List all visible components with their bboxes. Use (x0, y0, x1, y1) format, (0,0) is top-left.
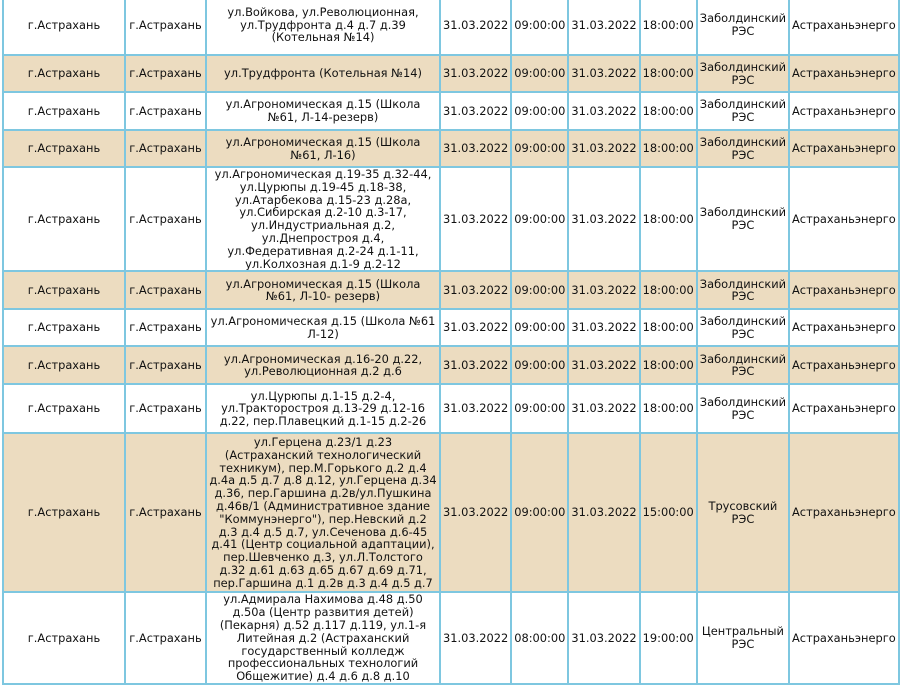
address-cell: ул.Цурюпы д.1-15 д.2-4, ул.Тракторостроя д.13-29 д.12-16 д.22, пер.Плавецкий д.1-15 д.2-26 (207, 385, 439, 432)
outage-schedule-table (2, 0, 900, 685)
start-date-cell: 31.03.2022 (441, 385, 510, 432)
start-date-cell: 31.03.2022 (441, 168, 510, 270)
address-cell: ул.Агрономическая д.15 (Школа №61, Л-10- резерв) (207, 272, 439, 308)
table-row (4, 385, 898, 432)
table-row (4, 0, 898, 54)
company-cell: Астраханьэнерго (790, 310, 898, 345)
end-date-cell: 31.03.2022 (569, 310, 638, 345)
start-time-cell: 09:00:00 (512, 56, 567, 91)
company-cell: Астраханьэнерго (790, 272, 898, 308)
address-cell: ул.Агрономическая д.19-35 д.32-44, ул.Цурюпы д.19-45 д.18-38, ул.Атарбекова д.15-23 д.28а, ул.Сибирская д.2-10 д.3-17, ул.Индустриальная д.2, ул.Днепростроя д.4, ул.Федеративная д.2-24 д.1-11, ул.Колхозная д.1-9 д.2-12 (207, 168, 439, 270)
start-date-cell: 31.03.2022 (441, 272, 510, 308)
start-date-cell: 31.03.2022 (441, 131, 510, 166)
region-cell: г.Астрахань (4, 131, 124, 166)
company-cell: Астраханьэнерго (790, 434, 898, 591)
region-cell: г.Астрахань (4, 434, 124, 591)
res-cell: Заболдинский РЭС (698, 0, 788, 54)
end-time-cell: 18:00:00 (641, 385, 696, 432)
company-cell: Астраханьэнерго (790, 385, 898, 432)
res-cell: Центральный РЭС (698, 593, 788, 683)
end-date-cell: 31.03.2022 (569, 93, 638, 129)
res-cell: Заболдинский РЭС (698, 168, 788, 270)
end-date-cell: 31.03.2022 (569, 0, 638, 54)
city-cell: г.Астрахань (126, 131, 205, 166)
start-date-cell: 31.03.2022 (441, 593, 510, 683)
company-cell: Астраханьэнерго (790, 0, 898, 54)
address-cell: ул.Агрономическая д.15 (Школа №61, Л-16) (207, 131, 439, 166)
res-cell: Заболдинский РЭС (698, 385, 788, 432)
start-date-cell: 31.03.2022 (441, 56, 510, 91)
region-cell: г.Астрахань (4, 593, 124, 683)
end-date-cell: 31.03.2022 (569, 168, 638, 270)
region-cell: г.Астрахань (4, 56, 124, 91)
city-cell: г.Астрахань (126, 385, 205, 432)
address-cell: ул.Трудфронта (Котельная №14) (207, 56, 439, 91)
end-time-cell: 18:00:00 (641, 310, 696, 345)
address-cell: ул.Адмирала Нахимова д.48 д.50 д.50а (Центр развития детей) (Пекарня) д.52 д.117 д.119, ул.1-я Литейная д.2 (Астраханский государственный колледж профессиональных технологий Общежитие) д.4 д.6 д.8 д.10 (207, 593, 439, 683)
end-date-cell: 31.03.2022 (569, 56, 638, 91)
start-time-cell: 09:00:00 (512, 0, 567, 54)
table-row (4, 347, 898, 383)
region-cell: г.Астрахань (4, 0, 124, 54)
end-time-cell: 18:00:00 (641, 0, 696, 54)
end-date-cell: 31.03.2022 (569, 272, 638, 308)
end-time-cell: 18:00:00 (641, 168, 696, 270)
city-cell: г.Астрахань (126, 168, 205, 270)
end-time-cell: 19:00:00 (641, 593, 696, 683)
start-date-cell: 31.03.2022 (441, 310, 510, 345)
address-cell: ул.Герцена д.23/1 д.23 (Астраханский технологический техникум), пер.М.Горького д.2 д.4 д.4а д.5 д.7 д.8 д.12, ул.Герцена д.34 д.36, пер.Гаршина д.2в/ул.Пушкина д.46в/1 (Административное здание "Коммунэнерго"), пер.Невский д.2 д.3 д.4 д.5 д.7, ул.Сеченова д.6-45 д.41 (Центр социальной адаптации), пер.Шевченко д.3, ул.Л.Толстого д.32 д.61 д.63 д.65 д.67 д.69 д.71, пер.Гаршина д.1 д.2в д.3 д.4 д.5 д.7 (207, 434, 439, 591)
res-cell: Заболдинский РЭС (698, 310, 788, 345)
city-cell: г.Астрахань (126, 434, 205, 591)
company-cell: Астраханьэнерго (790, 93, 898, 129)
city-cell: г.Астрахань (126, 0, 205, 54)
start-time-cell: 09:00:00 (512, 131, 567, 166)
table-row (4, 131, 898, 166)
table-row (4, 310, 898, 345)
start-time-cell: 09:00:00 (512, 385, 567, 432)
res-cell: Заболдинский РЭС (698, 347, 788, 383)
region-cell: г.Астрахань (4, 347, 124, 383)
start-time-cell: 09:00:00 (512, 310, 567, 345)
res-cell: Заболдинский РЭС (698, 56, 788, 91)
city-cell: г.Астрахань (126, 56, 205, 91)
table-row (4, 56, 898, 91)
start-date-cell: 31.03.2022 (441, 93, 510, 129)
end-date-cell: 31.03.2022 (569, 434, 638, 591)
region-cell: г.Астрахань (4, 272, 124, 308)
region-cell: г.Астрахань (4, 168, 124, 270)
start-time-cell: 09:00:00 (512, 168, 567, 270)
region-cell: г.Астрахань (4, 310, 124, 345)
region-cell: г.Астрахань (4, 385, 124, 432)
end-date-cell: 31.03.2022 (569, 385, 638, 432)
end-time-cell: 18:00:00 (641, 131, 696, 166)
address-cell: ул.Агрономическая д.15 (Школа №61 Л-12) (207, 310, 439, 345)
start-date-cell: 31.03.2022 (441, 434, 510, 591)
table-row (4, 593, 898, 683)
start-date-cell: 31.03.2022 (441, 347, 510, 383)
address-cell: ул.Агрономическая д.15 (Школа №61, Л-14-резерв) (207, 93, 439, 129)
end-date-cell: 31.03.2022 (569, 131, 638, 166)
end-time-cell: 18:00:00 (641, 272, 696, 308)
city-cell: г.Астрахань (126, 347, 205, 383)
start-time-cell: 09:00:00 (512, 434, 567, 591)
address-cell: ул.Агрономическая д.16-20 д.22, ул.Революционная д.2 д.6 (207, 347, 439, 383)
res-cell: Заболдинский РЭС (698, 131, 788, 166)
city-cell: г.Астрахань (126, 310, 205, 345)
res-cell: Заболдинский РЭС (698, 272, 788, 308)
res-cell: Заболдинский РЭС (698, 93, 788, 129)
start-date-cell: 31.03.2022 (441, 0, 510, 54)
start-time-cell: 08:00:00 (512, 593, 567, 683)
end-time-cell: 18:00:00 (641, 93, 696, 129)
start-time-cell: 09:00:00 (512, 272, 567, 308)
end-date-cell: 31.03.2022 (569, 593, 638, 683)
company-cell: Астраханьэнерго (790, 593, 898, 683)
city-cell: г.Астрахань (126, 593, 205, 683)
end-date-cell: 31.03.2022 (569, 347, 638, 383)
table-row (4, 168, 898, 270)
address-cell: ул.Войкова, ул.Революционная, ул.Трудфронта д.4 д.7 д.39 (Котельная №14) (207, 0, 439, 54)
region-cell: г.Астрахань (4, 93, 124, 129)
company-cell: Астраханьэнерго (790, 131, 898, 166)
start-time-cell: 09:00:00 (512, 347, 567, 383)
start-time-cell: 09:00:00 (512, 93, 567, 129)
city-cell: г.Астрахань (126, 93, 205, 129)
end-time-cell: 15:00:00 (641, 434, 696, 591)
table-row (4, 272, 898, 308)
end-time-cell: 18:00:00 (641, 347, 696, 383)
company-cell: Астраханьэнерго (790, 56, 898, 91)
table-body (4, 0, 898, 683)
company-cell: Астраханьэнерго (790, 347, 898, 383)
table-row (4, 434, 898, 591)
company-cell: Астраханьэнерго (790, 168, 898, 270)
city-cell: г.Астрахань (126, 272, 205, 308)
table-row (4, 93, 898, 129)
res-cell: Трусовский РЭС (698, 434, 788, 591)
end-time-cell: 18:00:00 (641, 56, 696, 91)
